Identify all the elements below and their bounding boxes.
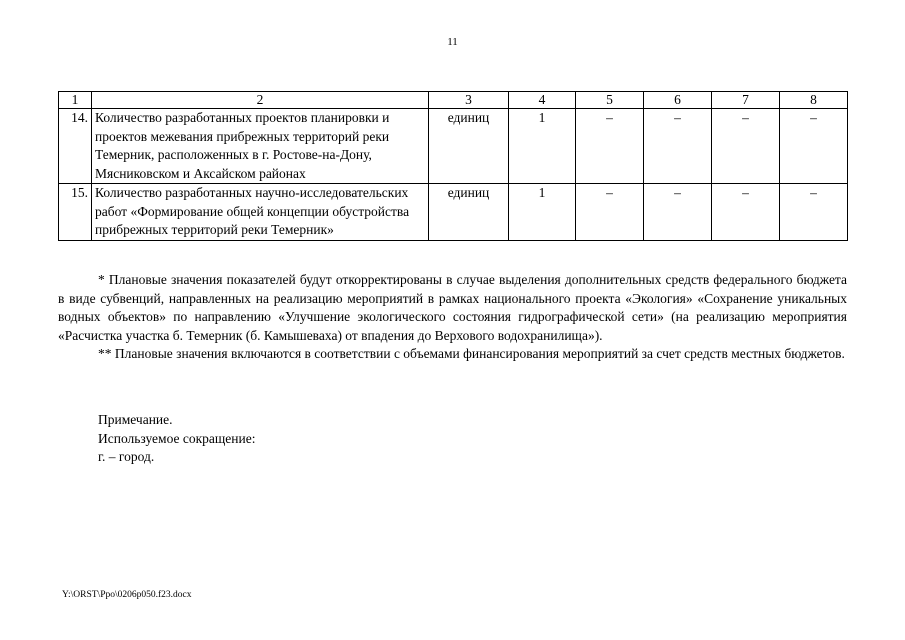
footnote-1: * Плановые значения показателей будут откорректированы в случае выделения дополнительных средств федерального бюджета в виде субвенций, направленных на реализацию мероприятий в рамках национального проекта «Экология» «Сохранение уникальных водных объектов» по направлению «Улучшение экологического состояния гидрографической сети» (на реализацию мероприятия «Расчистка участка б. Темерник (б. Камышеваха) от впадения до Верхового водохранилища»). [58, 272, 847, 343]
remark-subtitle: Используемое сокращение: [98, 430, 256, 446]
value-cell: – [712, 109, 780, 184]
unit-cell: единиц [429, 184, 509, 241]
row-number: 15. [59, 184, 92, 241]
footnote-2: ** Плановые значения включаются в соответствии с объемами финансирования мероприятий за счет средств местных бюджетов. [98, 346, 845, 361]
value-cell: – [644, 109, 712, 184]
header-cell: 4 [509, 92, 576, 109]
footnotes [58, 271, 847, 364]
header-cell: 7 [712, 92, 780, 109]
value-cell: – [780, 184, 848, 241]
table-row [59, 184, 848, 241]
value-cell: – [780, 109, 848, 184]
file-path: Y:\ORST\Ppo\0206p050.f23.docx [62, 590, 192, 600]
header-cell: 8 [780, 92, 848, 109]
header-cell: 1 [59, 92, 92, 109]
value-cell: – [576, 109, 644, 184]
table-row [59, 109, 848, 184]
header-cell: 6 [644, 92, 712, 109]
unit-cell: единиц [429, 109, 509, 184]
row-number: 14. [59, 109, 92, 184]
page-number: 11 [447, 36, 458, 48]
indicators-table [58, 91, 848, 241]
table-header-row [59, 92, 848, 109]
value-cell: – [576, 184, 644, 241]
header-cell: 5 [576, 92, 644, 109]
remark-title: Примечание. [98, 412, 173, 427]
header-cell: 2 [92, 92, 429, 109]
value-cell: – [712, 184, 780, 241]
value-cell: 1 [509, 109, 576, 184]
remark-block [98, 411, 256, 467]
value-cell: – [644, 184, 712, 241]
remark-abbreviation: г. – город. [98, 449, 155, 464]
header-cell: 3 [429, 92, 509, 109]
indicator-name: Количество разработанных проектов планировки и проектов межевания прибрежных территорий реки Темерник, расположенных в г. Ростове-на-Дону, Мясниковском и Аксайском районах [92, 109, 429, 184]
value-cell: 1 [509, 184, 576, 241]
indicator-name: Количество разработанных научно-исследовательских работ «Формирование общей концепции обустройства прибрежных территорий реки Темерник» [92, 184, 429, 241]
